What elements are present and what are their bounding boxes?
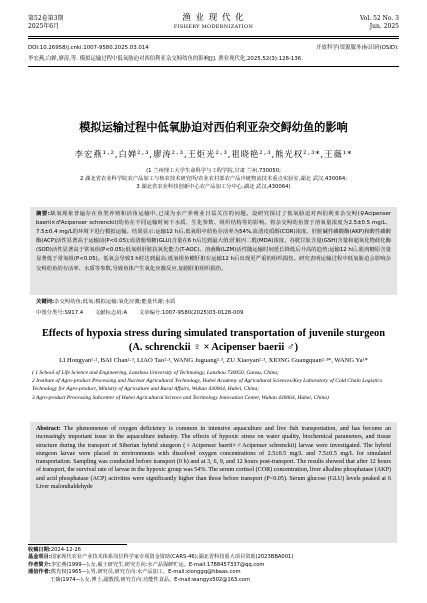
received-date: 2024-12-26 <box>50 547 81 553</box>
affiliation-en-2: 2 Institute of Agro-product Processing and Nuclear Agricultural Technology, Hubei Academy of Agricultural Sciences/Key Laboratory of Cold Chain Logistics Technology for Agro-product, Ministry of Agriculture and Rural Affairs, Wuhan 430064, Hubei, China; <box>32 378 382 393</box>
affiliation-cn-3: 3 湖北省农业科技创新中心农产品加工分中心,湖北 武汉,430064) <box>136 184 291 191</box>
clc-number: 中图分类号:S917.4 <box>36 310 84 316</box>
author-bio-label: 作者简介: <box>28 561 51 568</box>
volume-issue-en <box>360 15 399 31</box>
corresponding-line <box>28 569 399 576</box>
journal-name <box>28 13 399 31</box>
volume-label-en: Vol. 52 No. 3 <box>359 15 399 22</box>
affiliation-en-3: 3 Agro-product Processing Subcenter of Hubei Agricultural Science and Technology Innovation Center, Wuhan 430064, Hubei, China) <box>32 394 329 401</box>
abstract-cn <box>36 210 391 274</box>
keywords-cn-text: 杂交鲟幼鱼;低氧;模拟运输;氧化应激;能量代谢;水质 <box>54 299 176 305</box>
citation-rule <box>28 66 399 67</box>
corresponding-author-1: 熊光权(1965—),男,研究员,研究方向:水产品加工。E-mail:xionggq@hbaas.com <box>50 569 241 576</box>
volume-label: 第52卷第3期 <box>28 15 64 22</box>
authors-cn: 李宏燕¹·²,白婵²·³,廖涛²·³,王炬光²·³,祖晓艳²·³,熊光权²·³*,王薇¹* <box>74 149 353 159</box>
journal-name-cn: 渔 业 现 代 化 <box>182 13 245 23</box>
header-rule <box>28 36 399 37</box>
author-bio-text: 李宏燕(1999—),女,硕士研究生,研究方向:水产品保鲜贮运。E-mail:1788457337@qq.com <box>50 561 265 568</box>
doi[interactable]: DOI:10.26958/j.cnki.1007-9580.2025.03.014 <box>28 45 149 51</box>
journal-name-en: FISHERY MODERNIZATION <box>173 24 254 30</box>
affiliation-cn-2: 2 湖北省农业科学院农产品加工与核农技术研究所/农业农村部农产品冷链物流技术重点实验室,湖北 武汉,430064; <box>80 176 347 183</box>
abstract-en <box>36 425 391 491</box>
osid-label: 开放科学(资源服务)标识码(OSID): <box>316 45 399 51</box>
abstract-en-text: The phenomenon of oxygen deficiency is common in intensive aquaculture and live fish transportation, and has become an increasingly important issue in the aquaculture industry. The effects of hypoxic stress on water quality, biochemical parameters, and tissue structure during the transport of Siberian hybrid sturgeon (♀Acipenser baerii×♂Acipenser schrenckii) larvae were investigated. The hybrid sturgeon larvae were placed in environments with dissolved oxygen concentrations of 2.5±0.5 mg/L and 7.5±0.5 mg/L for simulated transportation. Sampling was conducted before transport (0 h) and at 3, 6, 9, and 12 hours post-transport. The results showed that after 12 hours of transport, the survival rate of larvae in the hypoxic group was 54%. The serum cortisol (COR) concentration, liver alkaline phosphatase (AKP) and acid phosphatase (ACP) activities were significantly higher than those before transport (P<0.05). Serum glucose (GLU) levels peaked at 6 Liver malondialdehyde <box>36 426 391 491</box>
abstract-en-label: Abstract: <box>36 426 61 432</box>
keywords-cn-label: 关键词: <box>36 299 55 305</box>
fund-text: 国家现代农业产业技术体系岗位科学家专项资金资助(CARS-46);湖北省科技重大项目资助(2023BBA001) <box>50 554 294 561</box>
title-cn: 模拟运输过程中低氧胁迫对西伯利亚杂交鲟幼鱼的影响 <box>79 121 348 134</box>
affiliation-cn-1: (1 兰州理工大学生命科学与工程学院,甘肃 兰州,730050; <box>146 168 281 174</box>
affiliation-en-1: ( 1 School of Life Science and Engineering, Lanzhou University of Technology, Lanzhou 730050, Gansu, China; <box>32 370 279 376</box>
abstract-cn-label: 摘要: <box>36 211 50 217</box>
keywords-cn <box>36 298 391 307</box>
affiliations-cn <box>28 167 399 192</box>
document-code: 文献标志码:A <box>94 310 128 316</box>
header-rule-thin <box>28 38 399 39</box>
issue-date-en: Jun. 2025 <box>369 23 399 30</box>
abstract-cn-text: 缺氧现象普遍存在鱼类养殖和活鱼运输中,已成为水产养殖业日益关注的问题。设研究探讨了低氧胁迫对西伯利亚杂交鲟(♀Acipenser baerii×♂Acipenser schrenckii)幼鱼在不同运输时间下水质、生化参数、组织结构等的影响。将杂交鲟幼鱼置于溶氧量浓度为2.5±0.5 mg/L、7.5±0.4 mg/L的环境下进行模拟运输。结果显示:运输12 h后,低氧组中幼鱼存活率为54%,血清皮质醇(COR)浓度、肝脏碱性磷酸酶(AKP)和酸性磷酸酶(ACP)活性显著高于运输前(P<0.05);血清葡萄糖(GLU)含量在6 h后达到最大值;肝脏丙二醛(MDA)浓度、谷胱甘肽含量(GSH)含量和超氧化物歧化酶(SOD)活性显著高于常氧组(P<0.05);低氧组肝脏抗氧化能力(T-AOC)、溶菌酶(LZM)活性随运输时间延长降低后升高的趋势;运输12 h后,肌肉糖原含量显著低于常氧组(P<0.05)。低氧会导致3 h时达到最高;低氧组鱼鳃肝脏在运输12 h后出现更严重的组织损伤。研究表明运输过程中低氧胁迫会影响杂交鲟幼鱼的存活率、水质等参数,导致鱼体产生氧化应激反应,加剧肝脏组织损伤。 <box>36 211 391 272</box>
doi-line <box>28 44 399 52</box>
received-label: 收稿日期: <box>28 547 51 553</box>
fund-line <box>28 554 399 561</box>
affiliations-en <box>32 369 395 402</box>
authors-en: LI Hongyan¹·², BAI Chan²·³, LIAO Tao²·³, WANG Juguang²·³, ZU Xiaoyan²·³, XIONG Guangquan²·³*, WANG Ya¹* <box>59 357 368 364</box>
title-en: Effects of hypoxia stress during simulated transportation of juvenile sturgeon (A. schrenckii ♀ × Acipenser baerii ♂) <box>42 328 385 353</box>
footnote-rule <box>28 544 127 545</box>
fund-label: 基金项目: <box>28 554 51 561</box>
footnotes <box>28 547 399 584</box>
classification-line <box>36 309 391 318</box>
corresponding-author-2: 王薇(1974—),女,博士,副教授,研究方向:功能性食品。E-mail:wangyx502@163.com <box>50 576 251 583</box>
citation: 李宏燕,白婵,廖涛,等. 模拟运输过程中低氧胁迫对西伯利亚杂交鲟幼鱼的影响[J]. 渔业现代化,2025,52(3):128-136. <box>28 56 303 62</box>
issue-date: 2025年6月 <box>28 23 60 30</box>
article-number: 文章编号:1007-9580(2025)03-0128-009 <box>138 310 244 316</box>
corresponding-label: 通信作者: <box>28 569 51 576</box>
